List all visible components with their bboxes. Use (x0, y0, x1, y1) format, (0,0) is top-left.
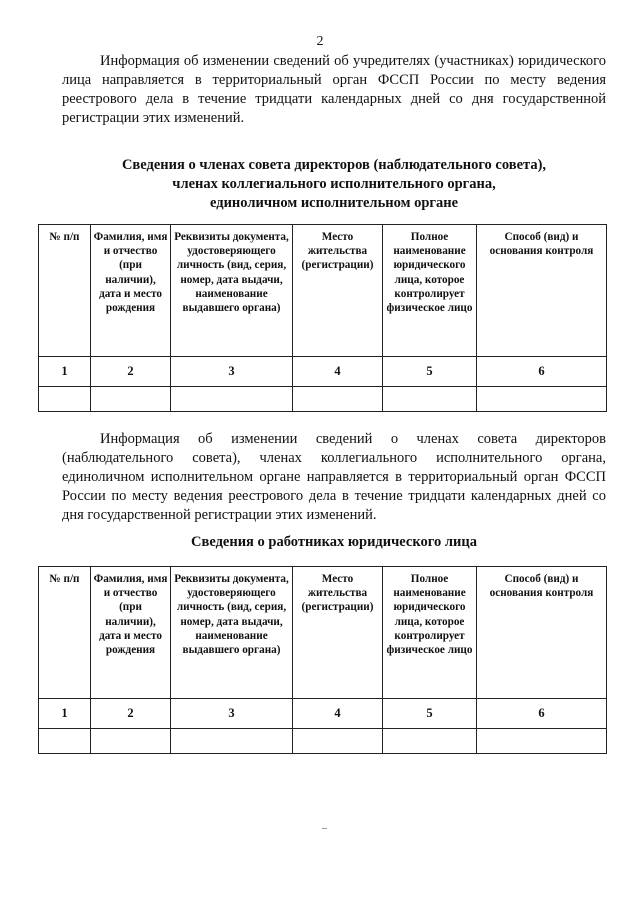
header-cell-full-name: Фамилия, имя и отчество (при наличии), дата и место рождения (91, 567, 171, 699)
empty-data-row (39, 729, 607, 754)
board-members-table (38, 224, 607, 412)
column-number-row (39, 357, 607, 387)
column-number-cell: 1 (39, 699, 91, 729)
column-number-cell: 2 (91, 357, 171, 387)
header-cell-control-method: Способ (вид) и основания контроля (477, 225, 607, 357)
empty-cell (171, 387, 293, 412)
header-cell-id-document: Реквизиты документа, удостоверяющего личность (вид, серия, номер, дата выдачи, наименование выдавшего органа) (171, 225, 293, 357)
employees-table (38, 566, 607, 754)
header-cell-control-method: Способ (вид) и основания контроля (477, 567, 607, 699)
empty-cell (293, 729, 383, 754)
table-header-row (39, 225, 607, 357)
header-cell-residence: Место жительства (регистрации) (293, 225, 383, 357)
column-number-cell: 6 (477, 699, 607, 729)
header-cell-residence: Место жительства (регистрации) (293, 567, 383, 699)
column-number-cell: 3 (171, 699, 293, 729)
header-cell-number: № п/п (39, 225, 91, 357)
header-cell-controlled-entity: Полное наименование юридического лица, которое контролирует физическое лицо (383, 567, 477, 699)
section-title-line: членах коллегиального исполнительного органа, (172, 176, 496, 192)
header-cell-full-name: Фамилия, имя и отчество (при наличии), дата и место рождения (91, 225, 171, 357)
scan-artifact-dash (322, 828, 327, 829)
column-number-cell: 3 (171, 357, 293, 387)
paragraph-board-members-info: Информация об изменении сведений о членах совета директоров (наблюдательного совета), членах коллегиального исполнительного органа, единоличном исполнительном органе направляется в территориальный орган ФССП России по месту ведения реестрового дела в течение тридцати календарных дней со дня государственной регистрации этих изменений. (62, 431, 606, 523)
paragraph-founders-info: Информация об изменении сведений об учредителях (участниках) юридического лица направляется в территориальный орган ФССП России по месту ведения реестрового дела в течение тридцати календарных дней со дня государственной регистрации этих изменений. (62, 53, 606, 126)
header-cell-number: № п/п (39, 567, 91, 699)
empty-cell (383, 387, 477, 412)
empty-cell (39, 387, 91, 412)
empty-cell (477, 387, 607, 412)
page-number: 2 (316, 34, 324, 49)
column-number-cell: 6 (477, 357, 607, 387)
empty-data-row (39, 387, 607, 412)
column-number-cell: 1 (39, 357, 91, 387)
column-number-row (39, 699, 607, 729)
header-cell-controlled-entity: Полное наименование юридического лица, которое контролирует физическое лицо (383, 225, 477, 357)
section-title-board-members (40, 156, 628, 213)
column-number-cell: 2 (91, 699, 171, 729)
empty-cell (383, 729, 477, 754)
section-title-line: единоличном исполнительном органе (209, 195, 459, 211)
empty-cell (477, 729, 607, 754)
empty-cell (293, 387, 383, 412)
column-number-cell: 5 (383, 699, 477, 729)
empty-cell (91, 729, 171, 754)
table-header-row (39, 567, 607, 699)
section-title-line: Сведения о членах совета директоров (наблюдательного совета), (121, 157, 547, 173)
header-cell-id-document: Реквизиты документа, удостоверяющего личность (вид, серия, номер, дата выдачи, наименование выдавшего органа) (171, 567, 293, 699)
column-number-cell: 4 (293, 357, 383, 387)
empty-cell (91, 387, 171, 412)
empty-cell (171, 729, 293, 754)
empty-cell (39, 729, 91, 754)
column-number-cell: 4 (293, 699, 383, 729)
section-title-employees: Сведения о работниках юридического лица (191, 534, 477, 550)
column-number-cell: 5 (383, 357, 477, 387)
